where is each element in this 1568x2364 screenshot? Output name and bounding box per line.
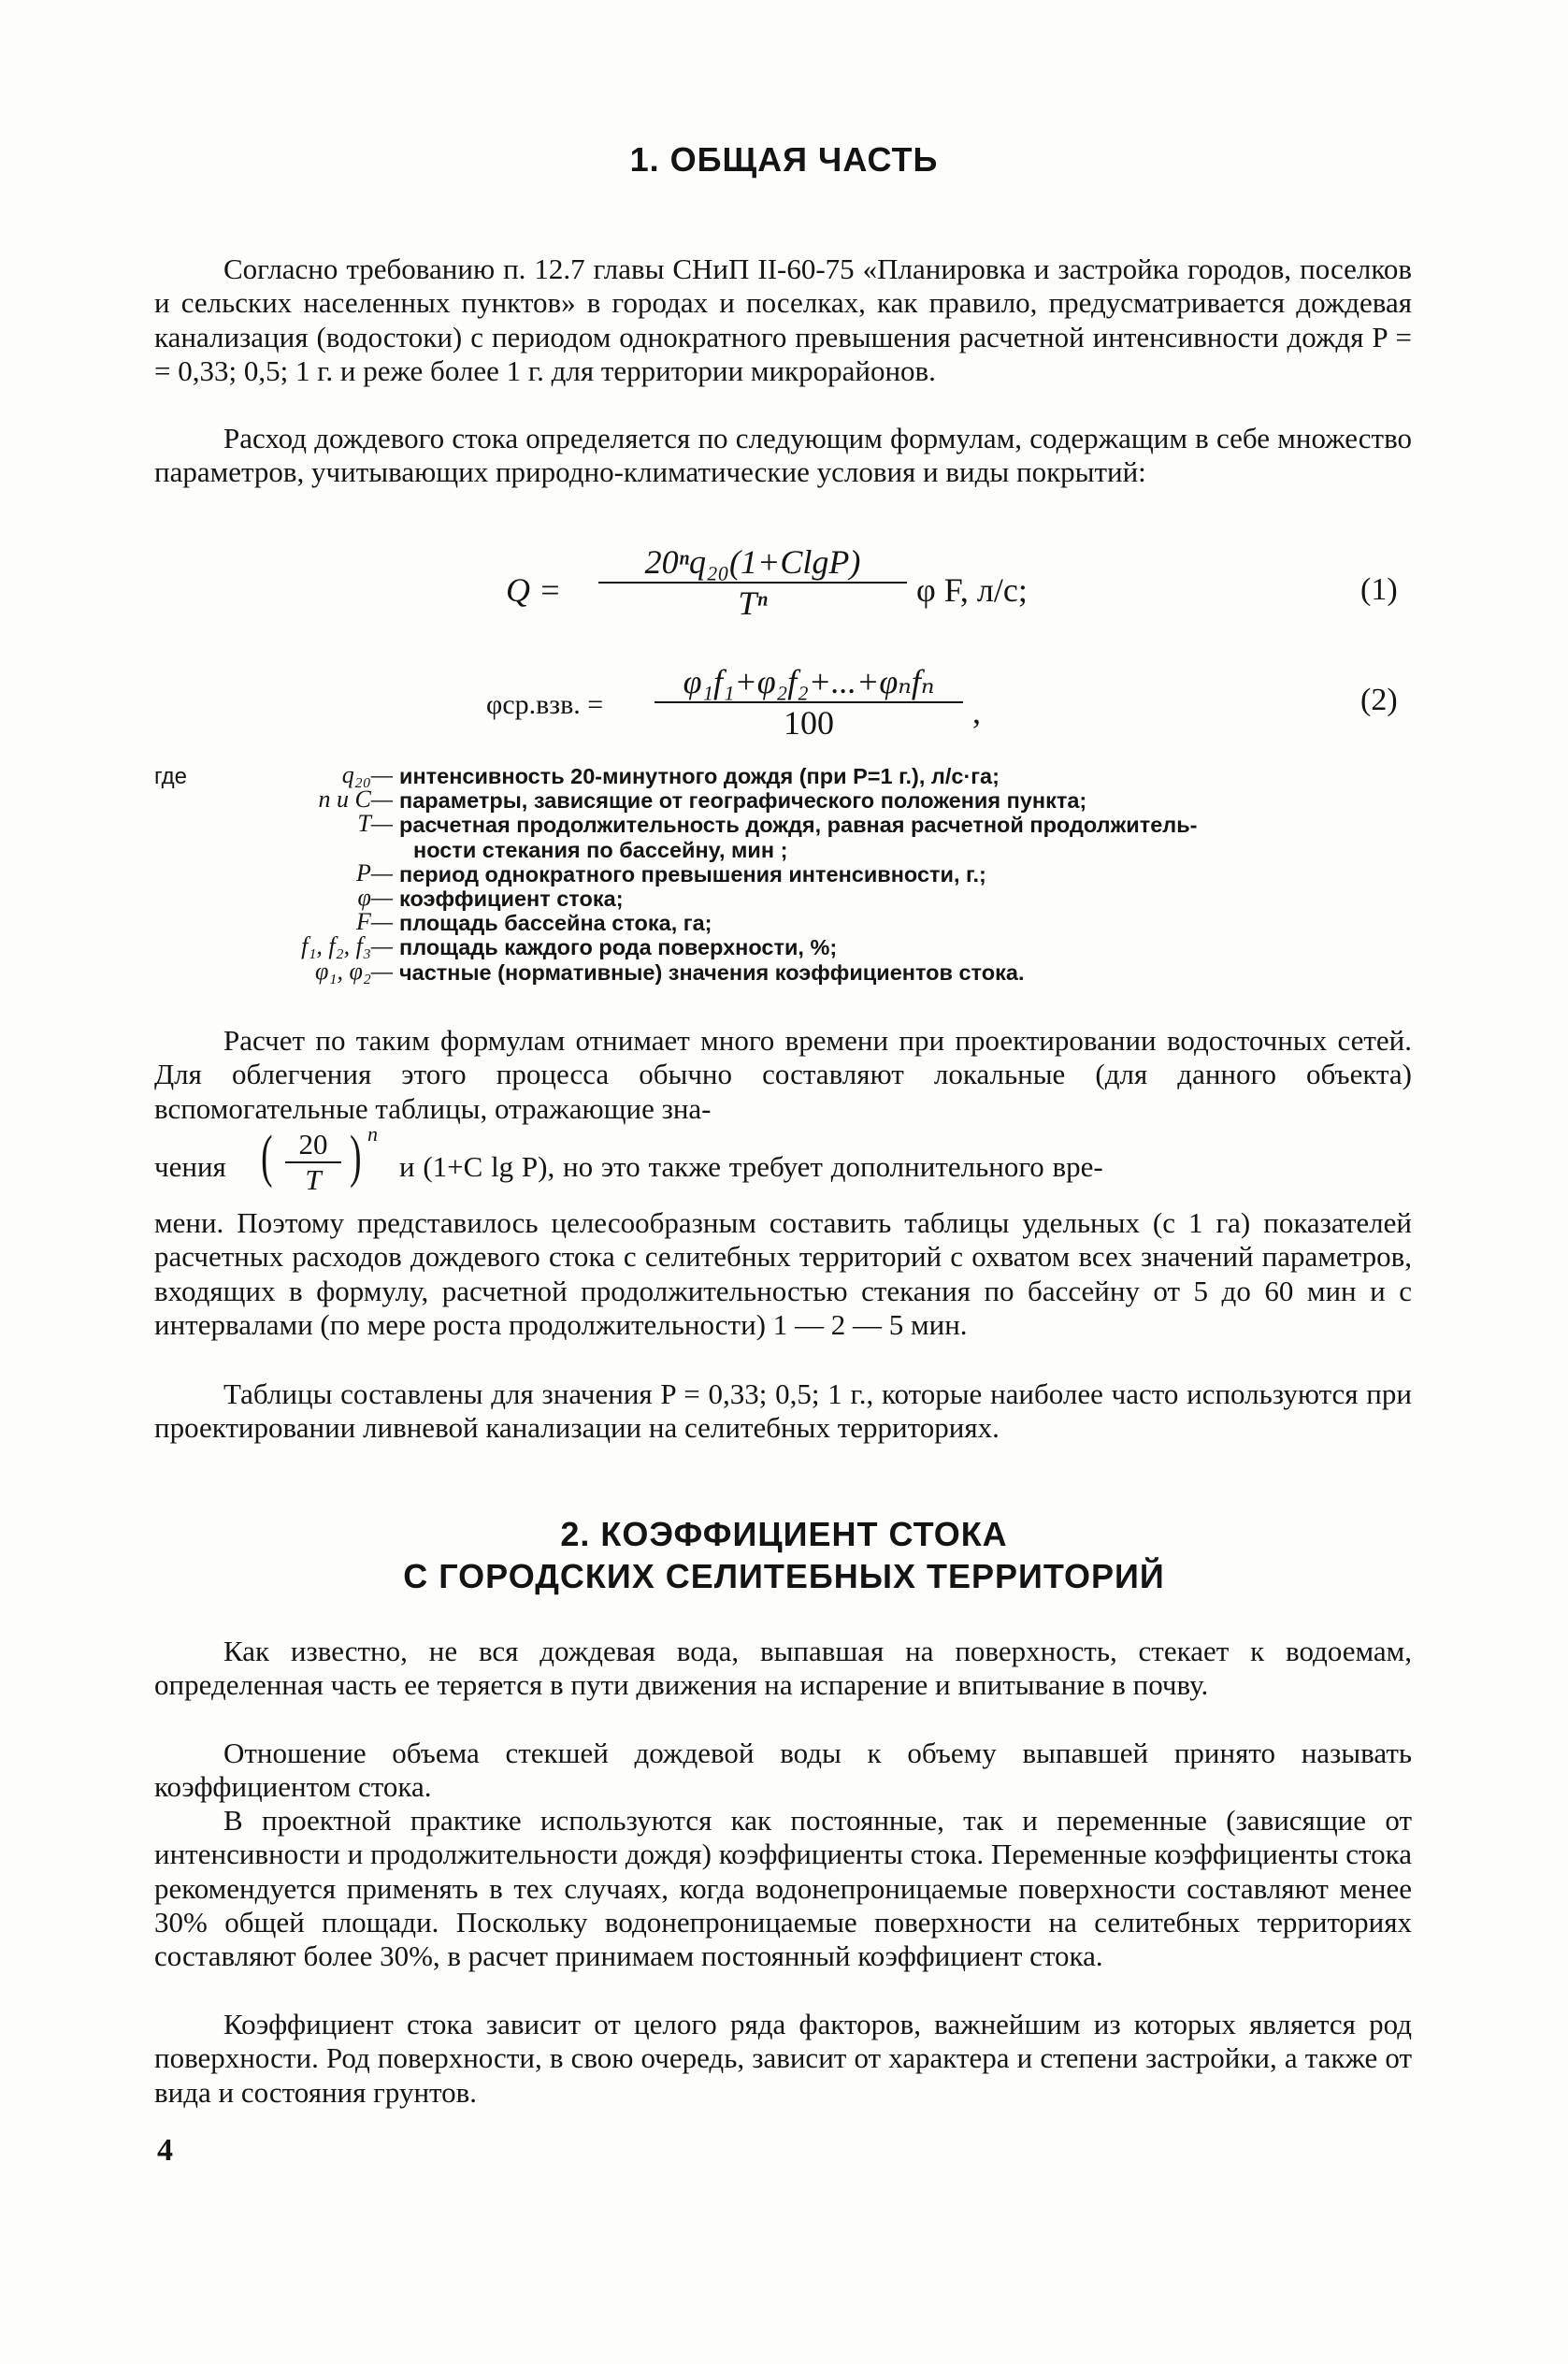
paragraph-3 (154, 1024, 1412, 1126)
formula-1-number: (1) (1360, 572, 1398, 607)
section-2-paragraph-1 (154, 1635, 1412, 1703)
paragraph-3-word: чения (154, 1150, 226, 1183)
formula-2-numerator: φ₁f₁+φ₂f₂+...+φₙfₙ (683, 663, 935, 700)
legend-symbol: T— (357, 810, 393, 838)
formula-2-lhs: φср.взв. = (486, 689, 604, 720)
legend-description: ности стекания по бассейну, мин ; (413, 837, 788, 862)
legend-description: параметры, зависящие от географического положения пункта; (399, 788, 1087, 814)
section-2-paragraph-1-text: Как известно, не вся дождевая вода, выпавшая на поверхность, стекает к водоемам, определенная часть ее теряется в пути движения на испарение и впитывание в почву. (154, 1635, 1412, 1702)
section-2-heading-line-2: С ГОРОДСКИХ СЕЛИТЕБНЫХ ТЕРРИТОРИЙ (403, 1557, 1165, 1595)
paragraph-1 (154, 252, 1412, 388)
formula-2-tail: , (972, 693, 981, 730)
legend-description: интенсивность 20-минутного дождя (при P=1 г.), л/с·га; (399, 764, 1000, 788)
legend-symbol: n и C— (318, 786, 393, 814)
formula-1-numerator: 20ⁿq₂₀(1+ClgP) (644, 543, 861, 581)
legend-description: коэффициент стока; (399, 886, 624, 911)
paragraph-2-text: Расход дождевого стока определяется по следующим формулам, содержащим в себе множество параметров, учитывающих природно-климатические условия и виды покрытий: (154, 422, 1412, 489)
legend-description: частные (нормативные) значения коэффициентов стока. (399, 959, 1025, 985)
section-2-heading-line-1: 2. КОЭФФИЦИЕНТ СТОКА (560, 1515, 1008, 1553)
legend-symbol: q₂₀— (341, 761, 393, 788)
section-2-paragraph-3 (154, 1804, 1412, 1973)
legend-symbol: P— (356, 858, 393, 886)
formula-1-denominator: Tⁿ (738, 584, 768, 622)
formula-2-denominator: 100 (784, 704, 834, 742)
section-2-paragraph-4 (154, 2008, 1412, 2110)
paragraph-3-exponent: n (367, 1122, 378, 1146)
paragraph-3-fraction-num: 20 (298, 1128, 328, 1160)
paragraph-3-fraction-den: T (305, 1163, 322, 1196)
paragraph-3-fraction (285, 1128, 341, 1197)
legend-symbol: φ— (357, 884, 393, 911)
paragraph-3-text-a: Расчет по таким формулам отнимает много времени при проектировании водосточных сетей. Для облегчения этого процесса обычно составляют локальные (для данного объекта) вспомогательные таблицы, отражающие зна- (154, 1024, 1412, 1125)
right-paren: ) (350, 1125, 362, 1189)
paragraph-4 (154, 1377, 1412, 1446)
formula-2-fraction (655, 662, 963, 742)
legend-symbol: f₁, f₂, f₃— (301, 932, 393, 960)
formula-1-fraction (598, 542, 907, 623)
page-number: 4 (157, 2133, 173, 2168)
paragraph-3-rest: и (1+C lg P), но это также требует дополнительного вре- (399, 1150, 1103, 1183)
section-2-paragraph-2-text: Отношение объема стекшей дождевой воды к объему выпавшей принято называть коэффициентом стока. (154, 1737, 1412, 1804)
left-paren: ( (261, 1125, 273, 1189)
legend-where: где (154, 764, 188, 789)
section-2-paragraph-2 (154, 1737, 1412, 1805)
formula-1-lhs: Q = (506, 571, 562, 609)
legend-description: площадь каждого рода поверхности, %; (399, 935, 838, 960)
legend-symbol: F— (356, 908, 393, 936)
paragraph-1-text: Согласно требованию п. 12.7 главы СНиП II-60-75 «Планировка и застройка городов, поселков и сельских населенных пунктов» в городах и поселках, как правило, предусматривается дождевая канализация (водостоки) с периодом однократного превышения расчетной интенсивности дождя P = = 0,33; 0,5; 1 г. и реже более 1 г. для территории микрорайонов. (154, 252, 1412, 387)
legend-symbol: φ₁, φ₂— (315, 957, 393, 985)
paragraph-4-text: Таблицы составлены для значения P = 0,33; 0,5; 1 г., которые наиболее часто используются при проектировании ливневой канализации на селитебных территориях. (154, 1377, 1412, 1445)
paragraph-3-formula-line (154, 1122, 1412, 1206)
legend-description: площадь бассейна стока, га; (399, 911, 712, 936)
section-1-heading: 1. ОБЩАЯ ЧАСТЬ (629, 140, 939, 179)
section-2-paragraph-3-text: В проектной практике используются как постоянные, так и переменные (зависящие от интенсивности и продолжительности дождя) коэффициенты стока. Переменные коэффициенты стока рекомендуется применять в тех случаях, когда водонепроницаемые поверхности составляют менее 30% общей площади. Поскольку водонепроницаемые поверхности на селитебных территориях составляют более 30%, в расчет принимаем постоянный коэффициент стока. (154, 1804, 1412, 1973)
paragraph-2 (154, 422, 1412, 490)
legend-description: период однократного превышения интенсивности, г.; (399, 861, 986, 886)
section-2-paragraph-4-text: Коэффициент стока зависит от целого ряда факторов, важнейшим из которых является род поверхности. Род поверхности, в свою очередь, зависит от характера и степени застройки, а также от вида и состояния грунтов. (154, 2008, 1412, 2109)
formula-2-number: (2) (1360, 683, 1398, 717)
formula-1-tail: φ F, л/с; (916, 571, 1028, 609)
paragraph-3c: мени. Поэтому представилось целесообразным составить таблицы удельных (с 1 га) показателей расчетных расходов дождевого стока с селитебных территорий с охватом всех значений параметров, входящих в формулу, расчетной продолжительностью стекания по бассейну от 5 до 60 мин и с интервалами (по мере роста продолжительности) 1 — 2 — 5 мин. (154, 1206, 1412, 1341)
legend-description: расчетная продолжительность дождя, равная расчетной продолжитель- (399, 813, 1198, 838)
